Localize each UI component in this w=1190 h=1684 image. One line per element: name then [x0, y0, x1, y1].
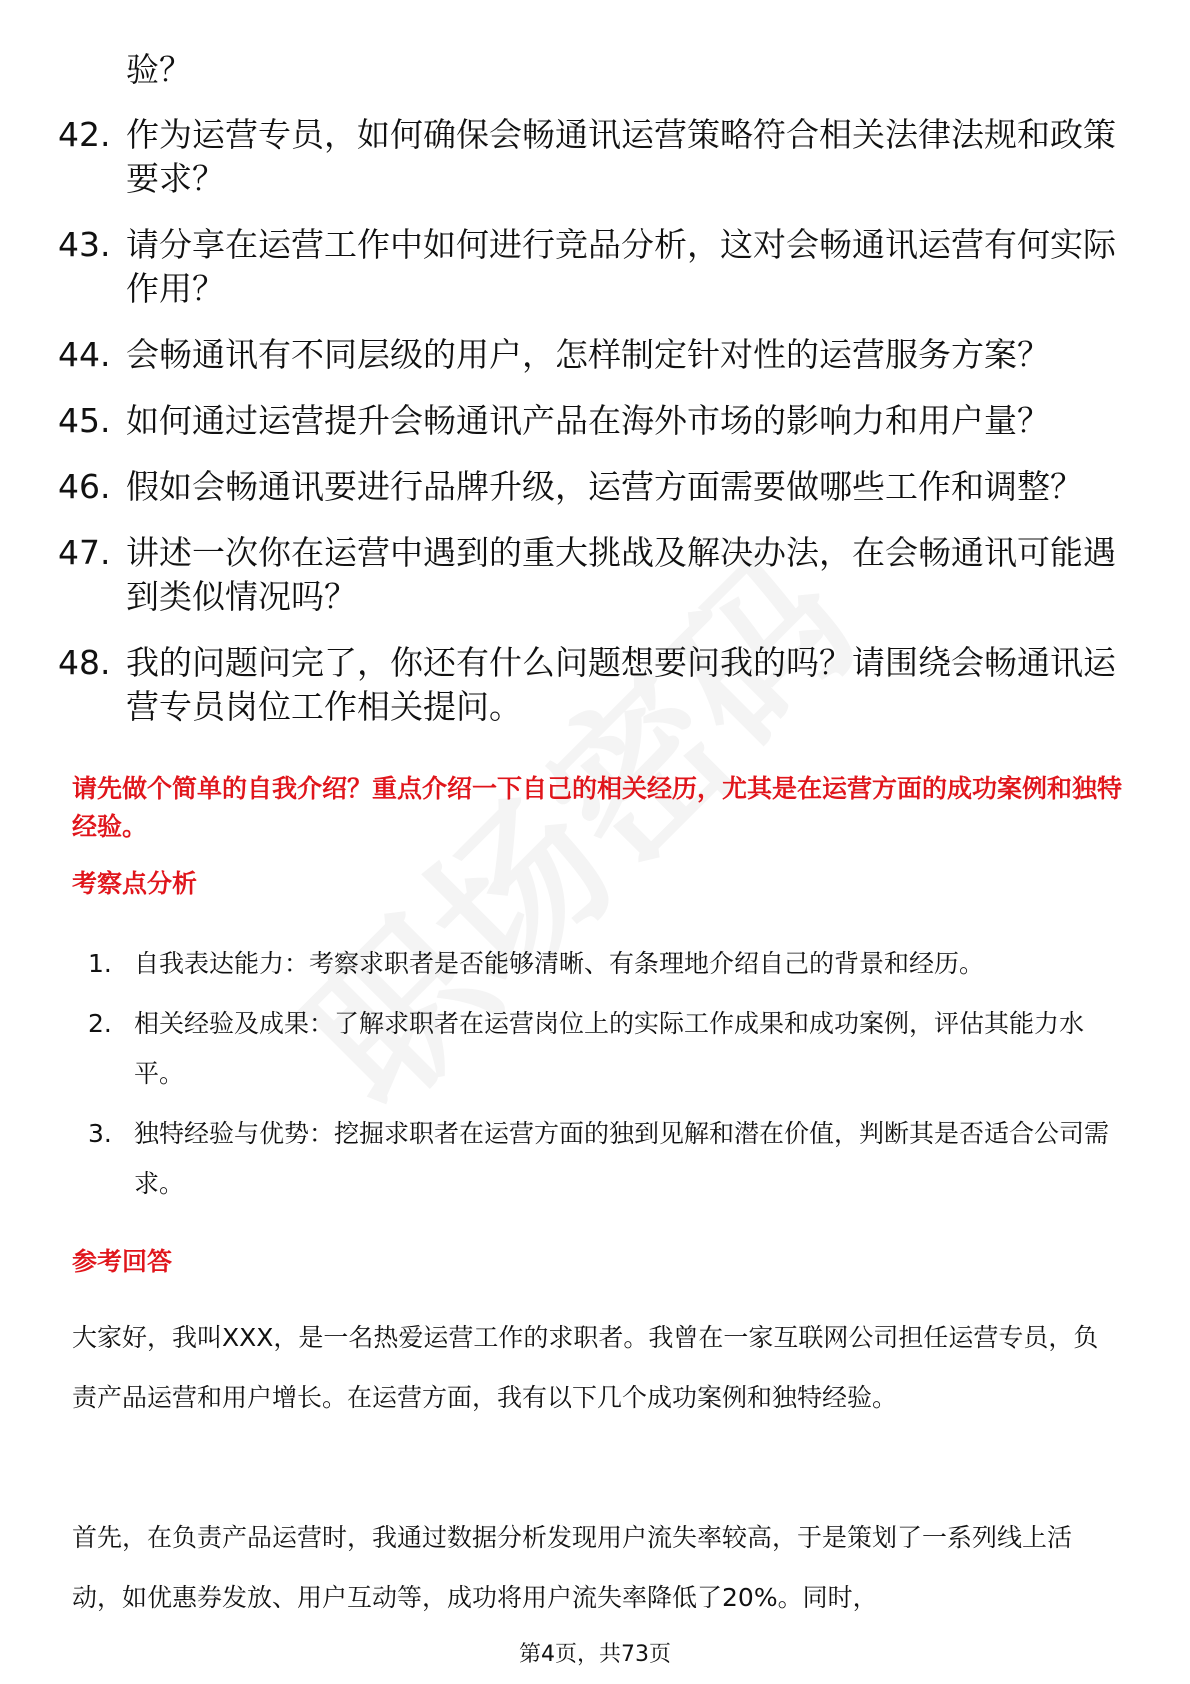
list-item — [58, 531, 1118, 619]
list-item — [80, 999, 1120, 1099]
list-item — [58, 113, 1118, 201]
item-number: 42. — [58, 115, 111, 154]
list-item — [58, 333, 1118, 377]
item-text: 如何通过运营提升会畅通讯产品在海外市场的影响力和用户量？ — [126, 401, 1050, 440]
item-number: 44. — [58, 335, 111, 374]
item-number: 47. — [58, 533, 111, 572]
item-text: 自我表达能力：考察求职者是否能够清晰、有条理地介绍自己的背景和经历。 — [134, 949, 985, 978]
item-text: 我的问题问完了，你还有什么问题想要问我的吗？请围绕会畅通讯运营专员岗位工作相关提问。 — [126, 643, 1116, 726]
answer-paragraph: 首先，在负责产品运营时，我通过数据分析发现用户流失率较高，于是策划了一系列线上活动，如优惠券发放、用户互动等，成功将用户流失率降低了20%。同时， — [72, 1523, 1073, 1612]
item-text: 相关经验及成果：了解求职者在运营岗位上的实际工作成果和成功案例，评估其能力水平。 — [134, 1009, 1085, 1088]
item-number: 46. — [58, 467, 111, 506]
item-text: 独特经验与优势：挖掘求职者在运营方面的独到见解和潜在价值，判断其是否适合公司需求。 — [134, 1119, 1110, 1198]
list-item — [58, 223, 1118, 311]
list-item — [58, 465, 1118, 509]
item-number: 48. — [58, 643, 111, 682]
highlight-question: 请先做个简单的自我介绍？重点介绍一下自己的相关经历，尤其是在运营方面的成功案例和独特经验。 — [72, 774, 1123, 841]
answer-heading: 参考回答 — [72, 1247, 173, 1276]
item-text: 作为运营专员，如何确保会畅通讯运营策略符合相关法律法规和政策要求？ — [126, 115, 1116, 198]
list-item — [58, 641, 1118, 729]
item-number: 43. — [58, 225, 111, 264]
item-number: 45. — [58, 401, 111, 440]
item-number: 1. — [88, 949, 112, 978]
list-item — [80, 939, 1120, 989]
item-text: 会畅通讯有不同层级的用户，怎样制定针对性的运营服务方案？ — [126, 335, 1050, 374]
item-text: 假如会畅通讯要进行品牌升级，运营方面需要做哪些工作和调整？ — [126, 467, 1083, 506]
item-number: 3. — [88, 1119, 112, 1148]
question-list — [58, 113, 1118, 751]
question-continuation: 验？ — [126, 50, 192, 89]
item-number: 2. — [88, 1009, 112, 1038]
analysis-points — [80, 939, 1120, 1219]
item-text: 讲述一次你在运营中遇到的重大挑战及解决办法，在会畅通讯可能遇到类似情况吗？ — [126, 533, 1116, 616]
item-text: 请分享在运营工作中如何进行竞品分析，这对会畅通讯运营有何实际作用？ — [126, 225, 1116, 308]
page-number: 第4页，共73页 — [519, 1642, 671, 1667]
list-item — [58, 399, 1118, 443]
analysis-heading: 考察点分析 — [72, 869, 198, 898]
list-item — [80, 1109, 1120, 1209]
answer-paragraph: 大家好，我叫XXX，是一名热爱运营工作的求职者。我曾在一家互联网公司担任运营专员，负责产品运营和用户增长。在运营方面，我有以下几个成功案例和独特经验。 — [72, 1323, 1099, 1412]
